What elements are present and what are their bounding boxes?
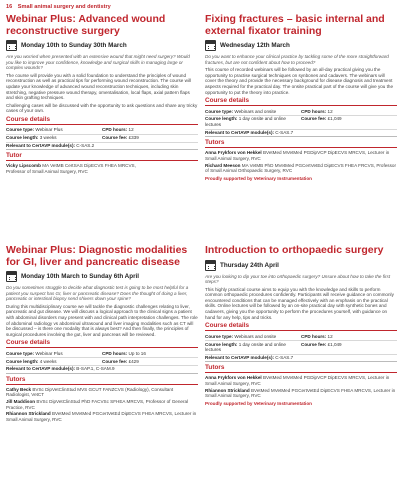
tutors-heading: Tutor xyxy=(6,152,198,161)
details-heading: Course details xyxy=(205,322,397,331)
details-row xyxy=(6,358,198,366)
detail-value: 3 weeks xyxy=(39,135,57,141)
detail-label: CPD hours: xyxy=(102,127,128,133)
tutor-quals: BVSc DipVetClinStud MVS GCUT FANZCVS (Radiology), xyxy=(32,386,150,392)
details-row xyxy=(205,108,397,116)
tutor-entry xyxy=(6,399,198,410)
course-date: Monday 10th to Sunday 30th March xyxy=(21,42,127,49)
tutor-role: Lecturer in Small Animal Surgery, RVC xyxy=(205,375,390,387)
tutor-name: Anna Frykfors von Hekkel xyxy=(205,150,262,156)
detail-value: 12 xyxy=(327,333,333,339)
tutor-role: Consultant Radiologist, VetCT xyxy=(6,386,174,398)
tutor-role: Professor of Small Animal Surgery, RVC xyxy=(6,168,88,174)
details-row xyxy=(6,350,198,358)
tutor-quals: MA VetMB CertSAS DipECVS FHEA MRCVS, xyxy=(42,163,136,169)
detail-value: Webinar Plus xyxy=(35,127,63,133)
details-row xyxy=(205,341,397,355)
detail-label: Course length: xyxy=(205,116,238,122)
detail-value: 12 xyxy=(327,108,333,114)
tutors-heading: Tutors xyxy=(205,364,397,373)
tutor-entry xyxy=(205,388,397,399)
tutor-role: Lecturer in Small Animal Surgery, RVC xyxy=(6,411,197,422)
course-card xyxy=(6,245,198,423)
course-lead: Are you worried when presented with an extensive wound that might need surgery? Would you like to improve your confidence, knowledge and surgical skills in managing large or complex wounds? xyxy=(6,54,190,71)
tutors-heading: Tutors xyxy=(6,376,198,385)
course-card xyxy=(205,14,397,181)
relevant-modules: Relevant to CertAVP module(s): B-SAP.1, C-SAM.9 xyxy=(6,366,115,372)
detail-label: Course fee: xyxy=(301,341,327,347)
tutor-quals: BVetMed MVetMed PGDipVCP DipECVS MRCVS, xyxy=(262,150,367,156)
detail-value: £1,049 xyxy=(327,341,342,347)
tutor-entry xyxy=(6,163,198,174)
detail-value: 1 day onsite and online lectures xyxy=(205,341,286,353)
tutor-name: Richard Meeson xyxy=(205,162,241,168)
course-date: Monday 10th March to Sunday 6th April xyxy=(21,273,140,280)
detail-label: Course type: xyxy=(205,108,234,114)
relevant-modules: Relevant to CertAVP module(s): C-SAS.7 xyxy=(205,355,294,361)
tutor-name: Anna Frykfors von Hekkel xyxy=(205,375,262,381)
tutor-role: Professor of Small Animal Orthopaedic Surgery, RVC xyxy=(205,162,396,174)
tutor-quals: BVetMed MVetMed PGCertVetEd DipECVS FHEA MRCVS, xyxy=(250,387,373,393)
course-title: Introduction to orthopaedic surgery xyxy=(205,244,384,256)
course-date-bar xyxy=(6,271,198,282)
detail-value: £339 xyxy=(128,135,139,141)
detail-label: CPD hours: xyxy=(102,350,128,356)
detail-value: Webinars and onsite xyxy=(234,333,277,339)
tutor-entry xyxy=(205,150,397,161)
details-table xyxy=(205,108,397,137)
course-date: Thursday 24th April xyxy=(220,261,279,269)
detail-value: Webinars and onsite xyxy=(234,108,277,114)
course-lead: Are you looking to dip your toe into orthopaedic surgery? Unsure about how to take the first steps? xyxy=(205,273,391,285)
calendar-icon xyxy=(6,40,17,51)
tutor-entry xyxy=(6,411,198,422)
detail-value: £429 xyxy=(128,358,139,364)
detail-label: Course length: xyxy=(205,341,238,347)
details-table xyxy=(6,350,198,373)
sponsor-note: Proudly supported by Veterinary Instrumentation xyxy=(205,400,312,406)
course-date-bar xyxy=(6,40,198,51)
relevant-modules: Relevant to CertAVP module(s): C-SAS.2 xyxy=(6,143,95,149)
tutor-quals: BVSc DipVetClinStud PhD FACVSc SFHEA MRCVS, xyxy=(36,398,145,404)
details-row xyxy=(6,127,198,135)
tutor-role: Lecturer in Small Animal Surgery, RVC xyxy=(205,387,396,399)
tutor-entry xyxy=(205,375,397,386)
tutor-quals: BVetMed MVetMed PGCertVetEd DipECVS FHEA MRCVS, xyxy=(51,411,174,417)
calendar-icon xyxy=(205,40,216,51)
details-row xyxy=(205,333,397,341)
course-lead: Do you sometimes struggle to decide what diagnostic test is going to be most helpful for a patient you suspect has GI, liver or pancreatic disease? Does the thought of doing a liver, pancreatic or intestinal biopsy send shivers down your spine? xyxy=(6,285,189,302)
details-heading: Course details xyxy=(6,339,198,348)
section-title: Small animal surgery and dentistry xyxy=(17,4,111,10)
course-lead: Do you want to enhance your clinical practice by tackling some of the more straightforward fractures, but are not confident about how to proceed? xyxy=(205,54,389,65)
details-row xyxy=(6,135,198,143)
course-date-bar xyxy=(205,40,397,51)
detail-label: CPD hours: xyxy=(301,333,327,339)
tutor-role: Professor of General Practice, RVC xyxy=(6,398,189,410)
details-table xyxy=(205,333,397,362)
course-title: Fixing fractures – basic internal and external fixator training xyxy=(205,13,385,37)
details-table xyxy=(6,127,198,150)
detail-label: CPD hours: xyxy=(301,108,327,114)
relevant-modules: Relevant to CertAVP module(s): C-SAS.7 xyxy=(205,130,294,136)
course-date-bar xyxy=(205,260,397,271)
tutor-entry xyxy=(6,387,198,398)
detail-value: Up to 16 xyxy=(128,350,146,356)
detail-label: Course length: xyxy=(6,135,39,141)
detail-label: Course type: xyxy=(6,350,35,356)
course-paragraph: This course of recorded webinars will be followed by an all-day practical giving you the opportunity to practise surgical techniques on synbones and cadavers. The webinars will cover the theory and provide the necessary background for disease diagnosis and treatment aspects required for the practical day. The onsite practical part of the course will give you the opportunity to put the theory into practice. xyxy=(205,67,394,95)
course-paragraph: The course will provide you with a solid foundation to understand the principles of wound reconstruction as well as practical tips for performing wound reconstruction. The course will update your knowledge of advanced wound reconstruction techniques, including skin stretching, negative pressure wound therapy, omentalisation, local flaps, axial pattern flaps and skin grafting techniques. xyxy=(6,72,192,101)
course-paragraph: This highly practical course aims to equip you with the knowledge and skills to perform common orthopaedic procedures confidently. Participants will receive guidance on commonly encountered conditions that can be managed effectively with an emphasis on the practical skills. Online lectures will be followed by an on-site practical day with synthetic bones and cadavers, giving you the opportunity to perform the procedures yourself, with guidance on hand for any help, tips and tricks. xyxy=(205,286,394,320)
detail-label: Course fee: xyxy=(102,135,128,141)
calendar-icon xyxy=(205,260,216,271)
tutor-entry xyxy=(205,163,397,174)
course-title: Webinar Plus: Advanced wound reconstructive surgery xyxy=(6,13,166,37)
course-title: Webinar Plus: Diagnostic modalities for GI, liver and pancreatic disease xyxy=(6,244,188,268)
detail-label: Course fee: xyxy=(301,116,327,122)
page-header xyxy=(6,4,111,10)
tutors-heading: Tutors xyxy=(205,139,397,148)
course-paragraph: Challenging cases will be discussed with the opportunity to ask questions and share any tricky cases of your own. xyxy=(6,102,198,114)
detail-value: 12 xyxy=(128,127,134,133)
tutor-quals: MA VetMB PhD MVetMed PGCertVetEd DipECVS FHEA FRCVS, xyxy=(241,162,376,168)
detail-value: 1 day onsite and online lectures xyxy=(205,116,286,128)
detail-label: Course length: xyxy=(6,358,39,364)
tutor-name: Rhiannon Strickland xyxy=(205,387,250,393)
course-date: Wednesday 12th March xyxy=(220,42,290,49)
course-paragraph: During this multidisciplinary course we will tackle the diagnostic challenges relating to liver, pancreatic and gut disease. We will discuss a logical approach to the clinical signs a patient with abdominal disorders may present with and clinical path interpretation challenges. The role of abdominal radiology vs abdominal ultrasound and liver imaging modalities such as CT will be discussed – is there one modality that is always best? And then finally, the principles of surgical procedures involving the gut, liver and pancreas will be reviewed. xyxy=(6,303,198,337)
detail-value: 4 weeks xyxy=(39,358,57,364)
detail-value: Webinar Plus xyxy=(35,350,63,356)
sponsor-note: Proudly supported by Veterinary Instrumentation xyxy=(205,175,312,181)
calendar-icon xyxy=(6,271,17,282)
tutor-name: Rhiannon Strickland xyxy=(6,411,51,417)
details-heading: Course details xyxy=(205,97,397,106)
tutor-role: Lecturer in Small Animal Surgery, RVC xyxy=(205,150,390,161)
course-card xyxy=(6,14,198,176)
detail-label: Course type: xyxy=(205,333,234,339)
detail-label: Course fee: xyxy=(102,358,128,364)
tutor-quals: BVetMed MVetMed PGDipVCP DipECVS MRCVS, xyxy=(262,375,367,381)
tutor-name: Cathy Beck xyxy=(6,386,32,392)
tutor-name: Vicky Lipscomb xyxy=(6,163,41,169)
tutor-name: Jill Maddison xyxy=(6,398,36,404)
details-heading: Course details xyxy=(6,116,198,125)
page-number: 16 xyxy=(6,4,13,10)
details-row xyxy=(205,116,397,130)
detail-value: £1,049 xyxy=(327,116,342,122)
course-card xyxy=(205,245,397,406)
detail-label: Course type: xyxy=(6,127,35,133)
